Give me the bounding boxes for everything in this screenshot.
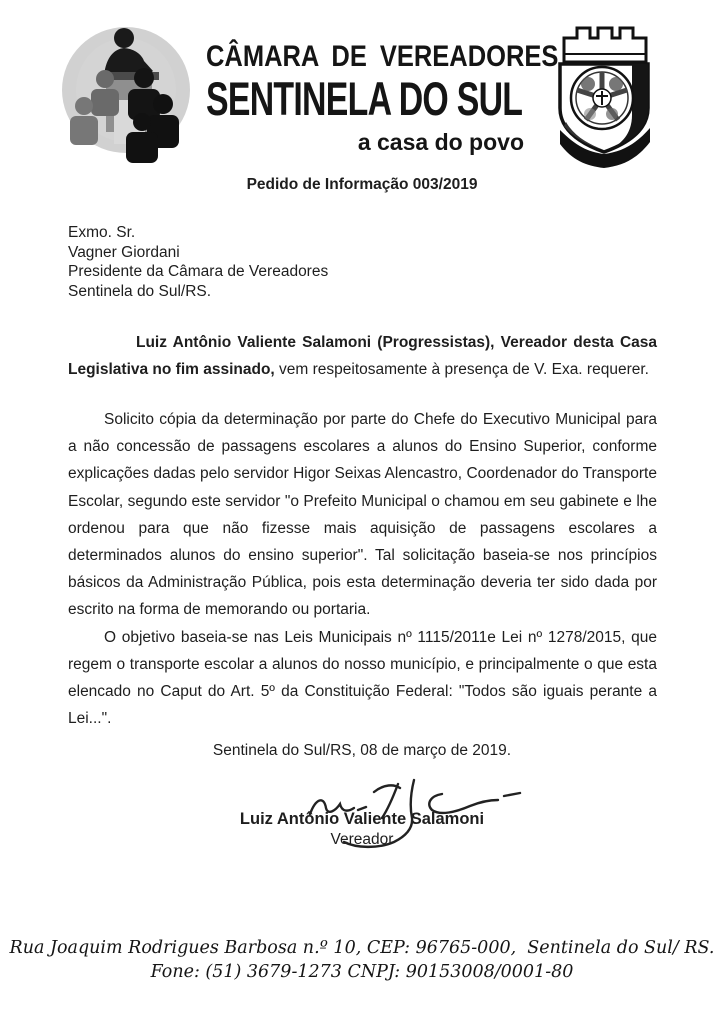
recipient-role: Presidente da Câmara de Vereadores [68,263,329,280]
footer-address: Rua Joaquim Rodrigues Barbosa n.º 10, CEP: 96765-000, Sentinela do Sul/ RS. [9,938,715,958]
signatory-role: Vereador [330,831,394,848]
letterhead [0,14,724,172]
signatory-name: Luiz Antônio Valiente Salamoni [239,810,485,828]
recipient-block [68,223,328,301]
org-tagline: a casa do povo [357,129,524,156]
recipient-city: Sentinela do Sul/RS. [68,282,212,300]
org-name-line2: SENTINELA DO SUL [206,72,523,125]
recipient-name: Vagner Giordani [68,243,180,261]
org-name-line1: CÂMARA DE VEREADORES [206,40,559,73]
org-name-block [206,40,559,156]
municipal-crest-icon [544,14,674,174]
council-people-logo-icon [58,16,223,168]
recipient-salutation: Exmo. Sr. [68,224,136,241]
document-title: Pedido de Informação 003/2019 [246,176,478,193]
footer-phone-cnpj: Fone: (51) 3679-1273 CNPJ: 90153008/0001-80 [150,962,574,982]
signature-block [0,778,724,849]
letter-body [68,329,657,732]
intro-paragraph [68,329,657,383]
request-paragraph: Solicito cópia da determinação por parte do Chefe do Executivo Municipal para a não concessão de passagens escolares a alunos do Ensino Superior, conforme explicações dadas pelo servidor Higor Seixas Alencastro, Coordenador do Transporte Escolar, segundo este servidor "o Prefeito Municipal o chamou em seu gabinete e lhe ordenou para que não fizesse mais aquisição de passagens escolares a determinados alunos do ensino superior". Tal solicitação baseia-se nos princípios básicos da Administração Pública, pois esta determinação deveria ter sido dada por escrito na forma de memorando ou portaria. [68,411,657,619]
letter-footer [0,936,724,984]
intro-regular-segment: vem respeitosamente à presença de V. Exa. requerer. [274,361,649,378]
intro-bold-segment: Luiz Antônio Valiente Salamoni (Progressistas), Vereador desta Casa Legislativa no fim assinado, [68,334,657,378]
place-date-line: Sentinela do Sul/RS, 08 de março de 2019. [212,742,512,759]
justification-paragraph: O objetivo baseia-se nas Leis Municipais nº 1115/2011e Lei nº 1278/2015, que regem o transporte escolar a alunos do nosso município, e principalmente o que esta elencado no Caput do Art. 5º da Constituição Federal: "Todos são iguais perante a Lei...". [68,628,657,728]
